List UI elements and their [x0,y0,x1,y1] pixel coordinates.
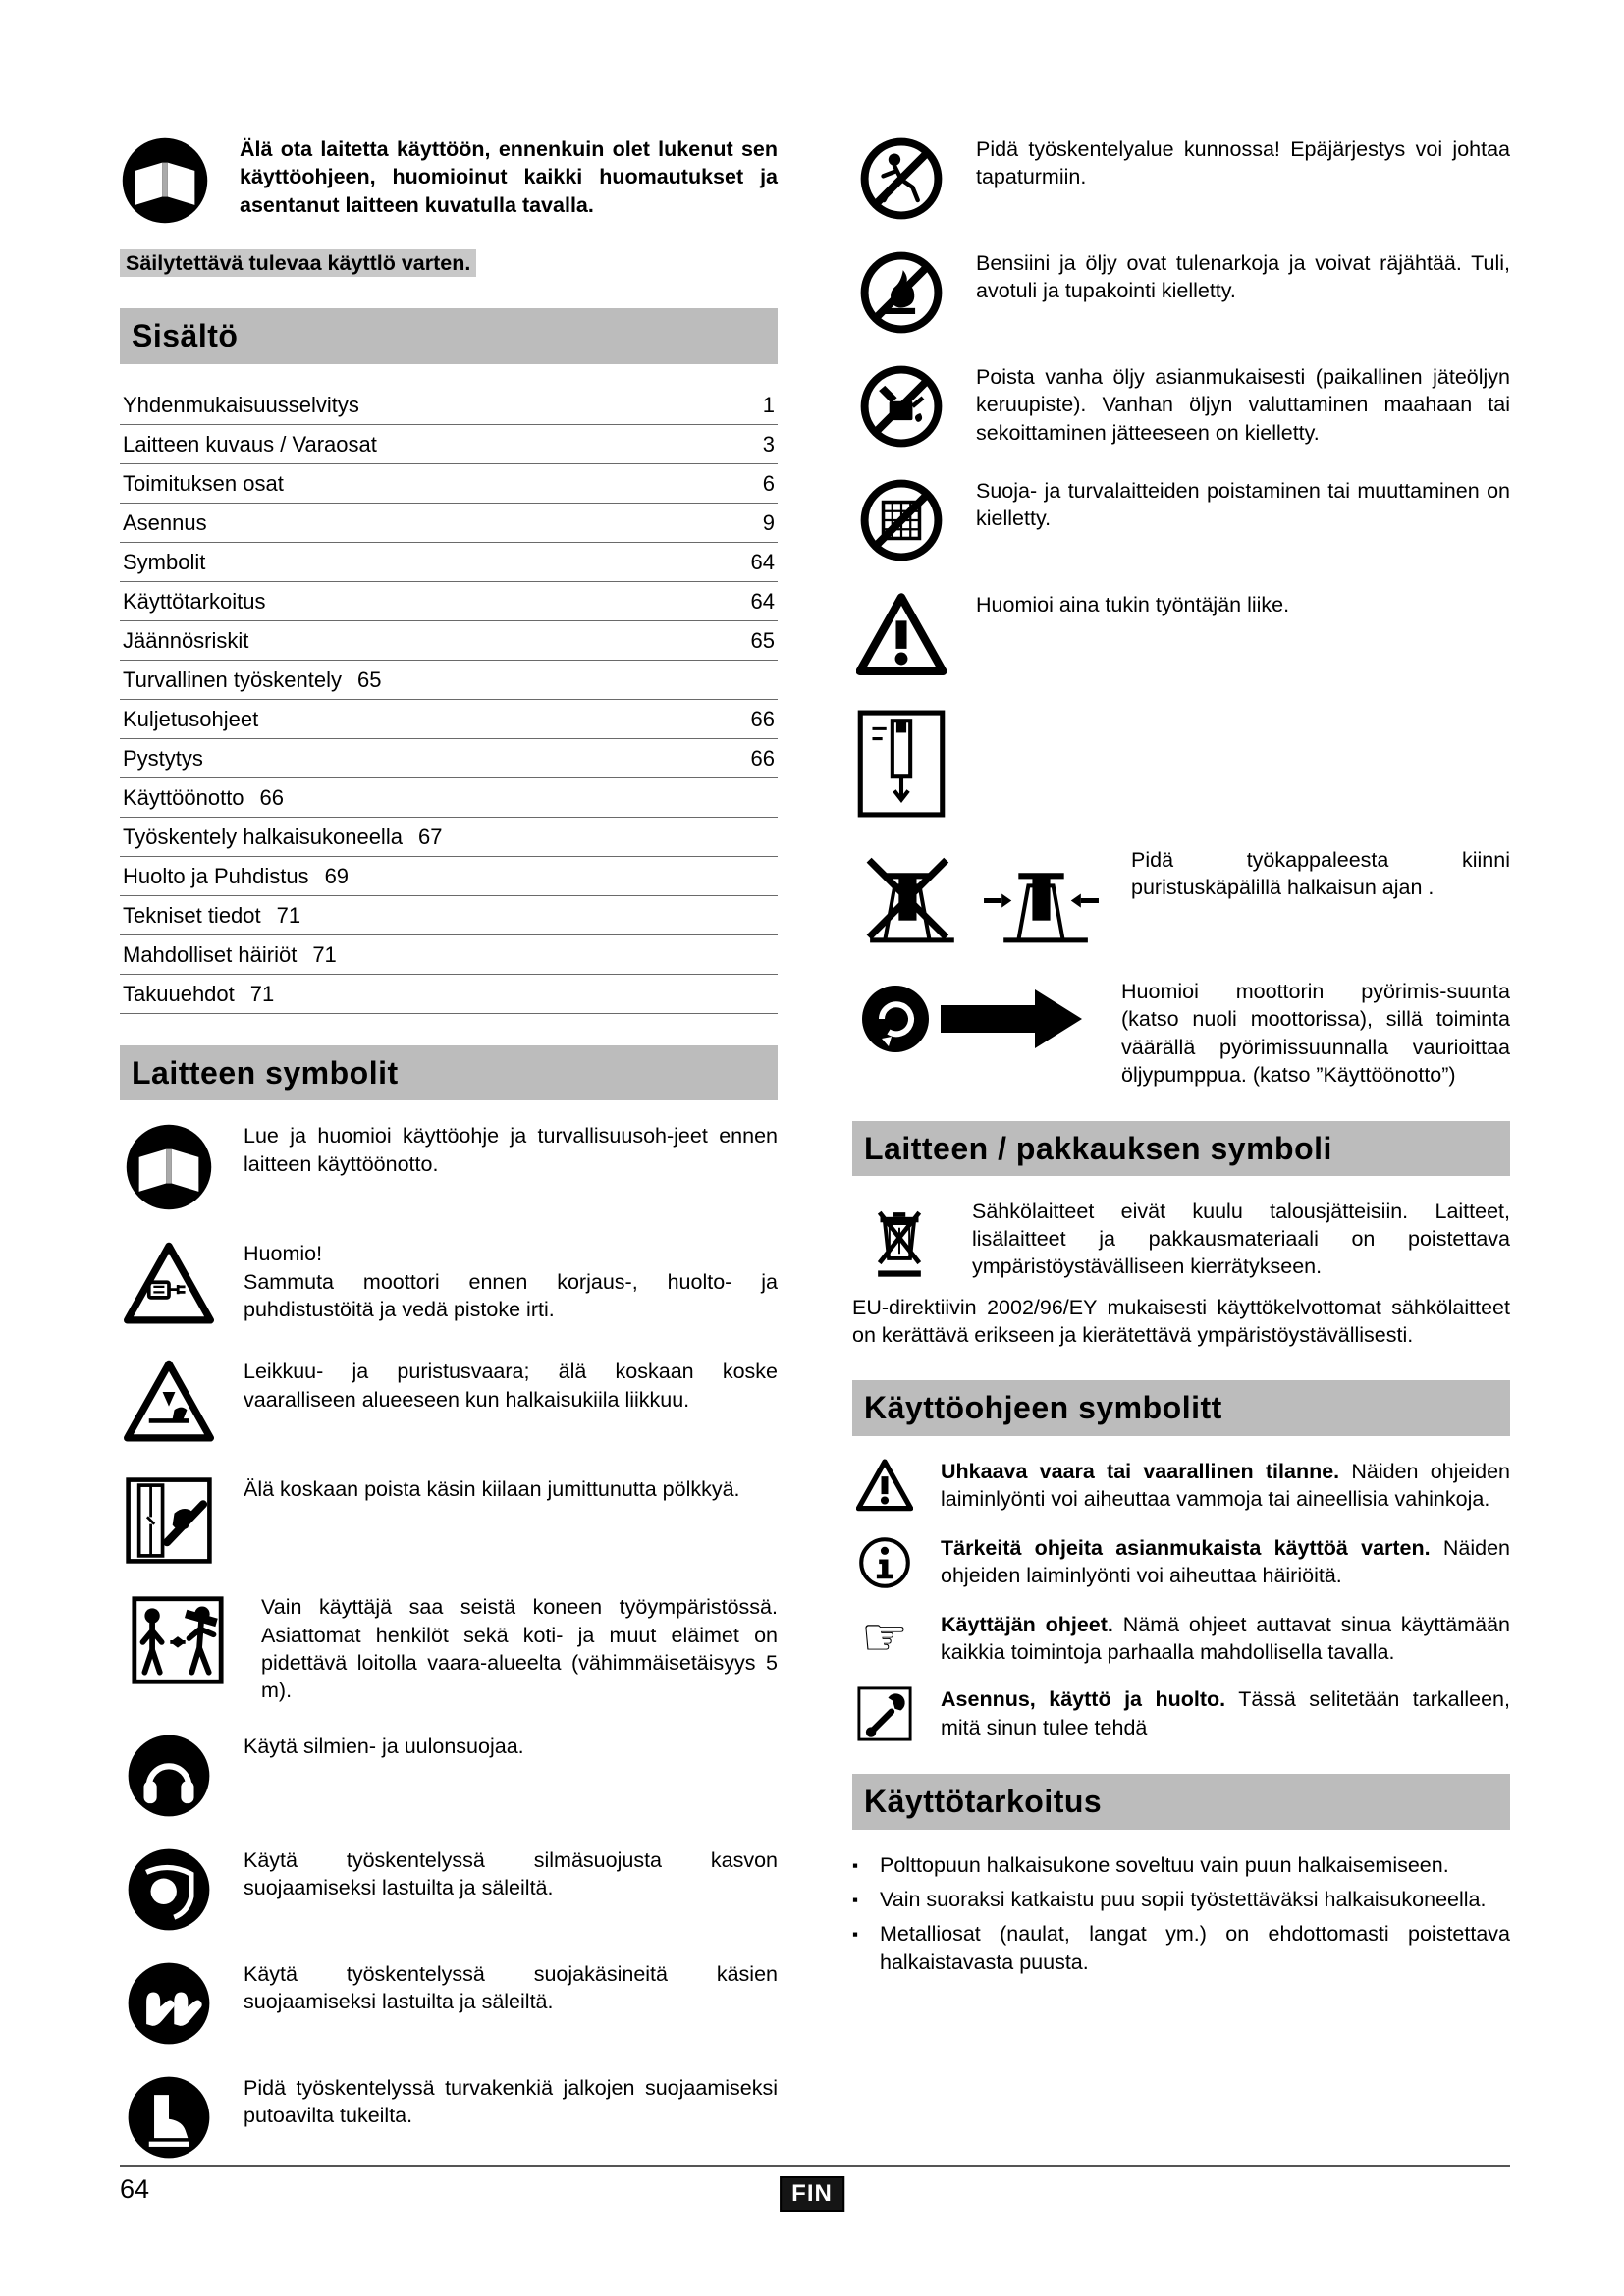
symbol-text: Käytä silmien- ja uulonsuojaa. [244,1734,524,1758]
toc-page: 67 [417,824,443,849]
tidy-workplace-icon [852,135,950,222]
toc-label: Jäännösriskit [123,627,249,653]
manual-symbol-body: Nämä ohjeet auttavat sinua käyttämään kaikkia toimintoja parhaalla mahdollisella tavalla. [941,1612,1510,1665]
toc-item [120,543,778,582]
manual-symbol-lead: Tärkeitä ohjeita asianmukaista käyttöä varten. [941,1535,1431,1560]
symbol-item [852,249,1510,336]
toc-label: Symbolit [123,549,206,574]
keep-note-text: Säilytettävä tulevaa käyttlö varten. [120,249,476,277]
protective-gloves-icon [120,1960,218,2047]
symbol-item [852,978,1510,1090]
symbol-item [120,1240,778,1330]
symbol-item [852,363,1510,450]
stuck-log-icon [120,1475,218,1566]
usage-bullet: ▪ Vain suoraksi katkaistu puu sopii työstettäväksi halkaisukoneella. [852,1886,1510,1913]
toc-page: 1 [762,392,775,417]
toc-label: Yhdenmukaisuusselvitys [123,392,359,417]
toc-label: Pystytys [123,745,203,771]
left-column [120,135,778,2188]
intro-text: Älä ota laitetta käyttöön, ennenkuin olet lukenut sen käyttöohjeen, huomioinut kaikki huomautukset ja asentanut laitteen kuvatulla tavalla. [240,137,778,217]
toc-label: Turvallinen työskentely [123,667,342,692]
symbol-item [852,709,1510,819]
crossed-wheelie-bin-icon [852,1198,947,1284]
toc-label: Kuljetusohjeet [123,706,259,731]
right-column [852,135,1510,2188]
safety-boots-icon [120,2074,218,2161]
toc-item [120,425,778,464]
manual-symbol-lead: Asennus, käyttö ja huolto. [941,1687,1226,1712]
bystanders-icon [120,1593,236,1687]
symbol-item [120,2074,778,2161]
toc-page: 64 [750,549,775,574]
section-header-package-symbols: Laitteen / pakkauksen symboli [852,1121,1510,1176]
manual-symbol-item [852,1534,1510,1591]
motor-rotation-icon [852,978,1096,1061]
symbol-text: Sammuta moottori ennen korjaus-, huolto- ja puhdistustöitä ja vedä pistoke irti. [244,1269,778,1322]
warning-icon [852,591,950,681]
package-paragraph: EU-direktiivin 2002/96/EY mukaisesti käyttökelvottomat sähkölaitteet on kerättävä erikseen ja kierätettävä ympäristöystävällisesti. [852,1295,1510,1348]
symbol-text: Lue ja huomioi käyttöohje ja turvallisuusoh-jeet ennen laitteen käyttöönotto. [244,1124,778,1176]
toc-page: 66 [259,784,285,810]
toc-label: Asennus [123,509,207,535]
hearing-protection-icon [120,1733,218,1819]
info-icon [852,1534,917,1591]
manual-symbol-lead: Uhkaava vaara tai vaarallinen tilanne. [941,1459,1340,1483]
warning-unplug-icon [120,1240,218,1330]
section-header-toc: Sisältö [120,308,778,363]
assembly-wrench-icon [852,1685,917,1742]
no-guard-removal-icon [852,477,950,563]
usage-bullet: ▪ Metalliosat (naulat, langat ym.) on ehdottomasti poistettava halkaistavasta puusta. [852,1920,1510,1976]
manual-symbol-body: Näiden ohjeiden laiminlyönti voi aiheuttaa häiriöitä. [941,1535,1510,1588]
section-header-usage: Käyttötarkoitus [852,1774,1510,1829]
oil-disposal-icon [852,363,950,450]
symbol-text: Sähkölaitteet eivät kuulu talousjätteisiin. Laitteet, lisälaitteet ja pakkausmateriaali on poistettava ympäristöystävälliseen kierrätykseen. [972,1199,1510,1279]
toc-page: 3 [762,431,775,456]
toc-item [120,975,778,1014]
manual-symbol-text [941,1611,1510,1667]
symbol-text: Huomioi aina tukin työntäjän liike. [976,593,1290,616]
table-of-contents [120,386,778,1015]
manual-symbol-body: Tässä selitetään tarkalleen, mitä sinun tulee tehdä [941,1687,1510,1739]
symbol-item [120,1475,778,1566]
symbol-text: Poista vanha öljy asianmukaisesti (paikallinen jäteöljyn keruupiste). Vanhan öljyn valuttaminen maahaan tai sekoittaminen jätteeseen on kielletty. [976,365,1510,445]
symbol-item [120,1846,778,1933]
footer-divider [120,2165,1510,2167]
symbol-text: Bensiini ja öljy ovat tulenarkoja ja voivat räjähtää. Tuli, avotuli ja tupakointi kielletty. [976,251,1510,303]
toc-page: 71 [312,942,337,968]
face-shield-icon [120,1846,218,1933]
manual-symbol-item [852,1607,1510,1667]
pointing-hand-icon: ☞ [860,1607,909,1667]
toc-label: Huolto ja Puhdistus [123,863,309,888]
manual-symbol-text [941,1534,1510,1590]
symbol-text: Pidä työskentelyssä turvakenkiä jalkojen suojaamiseksi putoavilta tukeilta. [244,2075,778,2128]
toc-page: 71 [249,982,275,1007]
toc-item [120,504,778,543]
read-manual-icon [120,135,210,226]
toc-page: 9 [762,509,775,535]
symbol-item [852,846,1510,950]
symbol-text: Käytä työskentelyssä suojakäsineitä käsien suojaamiseksi lastuilta ja säleiltä. [244,1961,778,2014]
toc-item [120,700,778,739]
manual-symbol-item [852,1458,1510,1515]
toc-item [120,582,778,621]
language-badge: FIN [780,2176,844,2212]
manual-symbol-text [941,1685,1510,1741]
toc-page: 71 [276,903,301,929]
symbol-item [120,1122,778,1212]
toc-item [120,857,778,896]
toc-page: 69 [324,863,350,888]
toc-label: Toimituksen osat [123,470,284,496]
usage-bullet-list [852,1851,1510,1977]
toc-page: 65 [356,667,382,692]
symbol-item [120,1733,778,1819]
toc-label: Tekniset tiedot [123,903,261,929]
symbol-text: Älä koskaan poista käsin kiilaan jumittunutta pölkkyä. [244,1477,740,1502]
symbol-text: Pidä työskentelyalue kunnossa! Epäjärjestys voi johtaa tapaturmiin. [976,137,1510,189]
toc-page: 65 [750,627,775,653]
toc-label: Käyttötarkoitus [123,588,266,614]
symbol-text: Suoja- ja turvalaitteiden poistaminen tai muuttaminen on kielletty. [976,479,1510,531]
toc-label: Työskentely halkaisukoneella [123,824,403,849]
toc-label: Laitteen kuvaus / Varaosat [123,431,377,456]
toc-item [120,778,778,818]
section-header-manual-symbols: Käyttöohjeen symbolitt [852,1380,1510,1435]
symbol-item [120,1960,778,2047]
symbol-item [120,1593,778,1705]
symbol-item [852,135,1510,222]
symbol-item [852,591,1510,681]
manual-symbol-lead: Käyttäjän ohjeet. [941,1612,1113,1636]
clamp-workpiece-icon [852,846,1106,950]
warning-cut-hazard-icon [120,1358,218,1448]
toc-page: 6 [762,470,775,496]
page-number: 64 [120,2174,150,2204]
page-columns [120,135,1510,2188]
toc-item [120,935,778,975]
keep-note [120,249,778,277]
toc-page: 64 [750,588,775,614]
toc-label: Mahdolliset häiriöt [123,942,298,968]
symbol-text: Käytä työskentelyssä silmäsuojusta kasvon suojaamiseksi lastuilta ja säleiltä. [244,1847,778,1900]
intro-row [120,135,778,226]
toc-item [120,896,778,935]
symbol-heading: Huomio! [244,1242,323,1266]
toc-item [120,464,778,504]
no-open-fire-icon [852,249,950,336]
warning-icon [852,1458,917,1515]
manual-symbol-body: Näiden ohjeiden laiminlyönti voi aiheuttaa vammoja tai aineellisia vahinkoja. [941,1459,1510,1512]
symbol-item [852,1198,1510,1284]
toc-label: Takuuehdot [123,982,235,1007]
manual-symbol-item [852,1685,1510,1742]
symbol-text-block [244,1240,778,1323]
toc-item [120,386,778,425]
toc-page: 66 [750,745,775,771]
toc-item [120,661,778,700]
usage-bullet: ▪ Polttopuun halkaisukone soveltuu vain puun halkaisemiseen. [852,1851,1510,1879]
toc-item [120,818,778,857]
toc-item [120,621,778,661]
symbol-text: Pidä työkappaleesta kiinni puristuskäpälillä halkaisun ajan . [1131,848,1510,900]
symbol-text: Huomioi moottorin pyörimis-suunta (katso nuoli moottorissa), sillä toiminta väärällä pyörimissuunnalla vaurioittaa öljypumppua. (katso ”Käyttöönotto”) [1121,980,1510,1088]
read-manual-icon [120,1122,218,1212]
symbol-text: Vain käyttäjä saa seistä koneen työympäristössä. Asiattomat henkilöt sekä koti- ja muut eläimet on pidettävä loitolla vaara-alueelta (vähimmäisetäisyys 5 m). [261,1595,778,1703]
symbol-item [852,477,1510,563]
toc-item [120,739,778,778]
toc-page: 66 [750,706,775,731]
symbol-item [120,1358,778,1448]
section-header-device-symbols: Laitteen symbolit [120,1045,778,1100]
toc-label: Käyttöönotto [123,784,244,810]
manual-symbol-text [941,1458,1510,1514]
log-pusher-icon [852,709,950,819]
symbol-text: Leikkuu- ja puristusvaara; älä koskaan koske vaaralliseen alueeseen kun halkaisukiila liikkuu. [244,1360,778,1412]
